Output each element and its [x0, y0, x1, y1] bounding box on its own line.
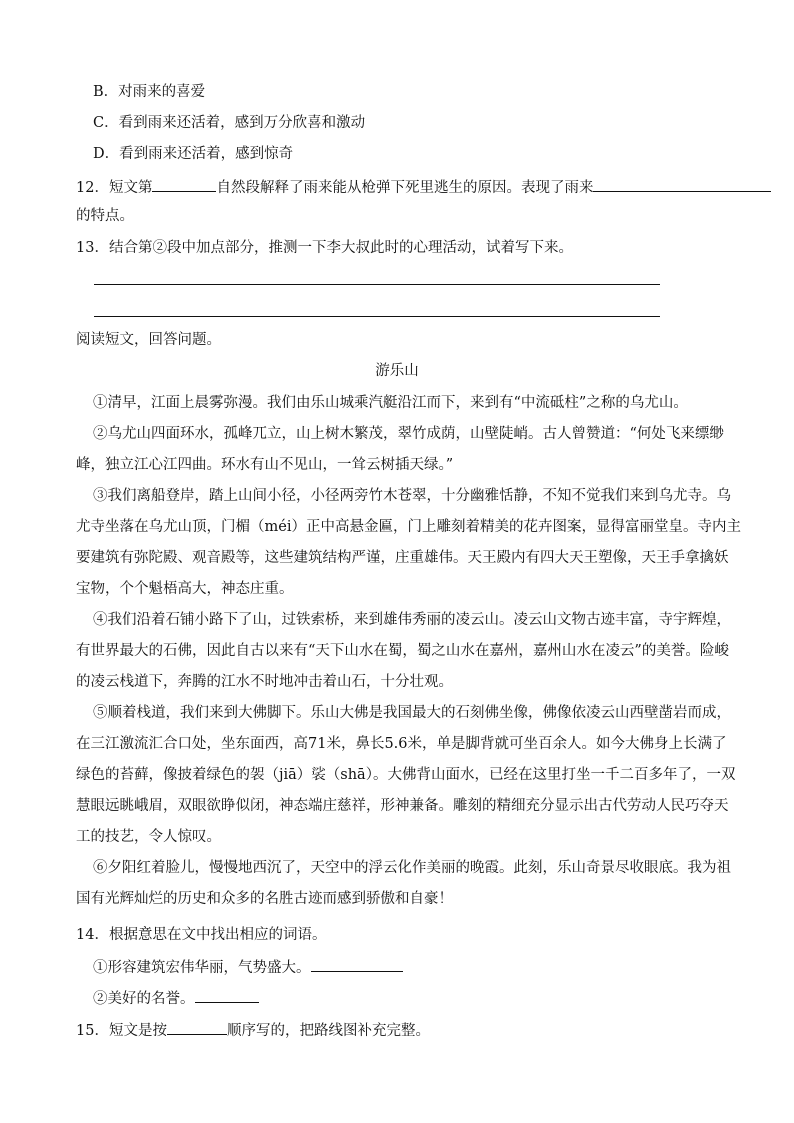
paragraph-5-line: ⑤顺着栈道，我们来到大佛脚下。乐山大佛是我国最大的石刻佛坐像，佛像依凌云山西壁凿岩而成， — [93, 705, 731, 721]
question-14-item-2: ②美好的名誉。 — [93, 987, 259, 1009]
paragraph-5-line: 工的技艺，令人惊叹。 — [76, 829, 221, 845]
reading-instruction: 阅读短文，回答问题。 — [76, 332, 221, 348]
paragraph-2-line: ②乌尤山四面环水，孤峰兀立，山上树木繁茂，翠竹成荫，山壁陡峭。古人曾赞道：“何处飞来缥缈 — [93, 426, 724, 442]
question-15: 15．短文是按 顺序写的，把路线图补充完整。 — [76, 1019, 430, 1041]
paragraph-4-line: 有世界最大的石佛，因此自古以来有“天下山水在蜀，蜀之山水在嘉州，嘉州山水在凌云”的美誉。险峻 — [76, 643, 729, 659]
answer-blank[interactable] — [152, 176, 216, 192]
paragraph-3-line: 要建筑有弥陀殿、观音殿等，这些建筑结构严谨，庄重雄伟。天王殿内有四大天王塑像，天王手拿擒妖 — [76, 550, 729, 566]
question-12-cont: 的特点。 — [76, 208, 134, 224]
paragraph-3-line: 尤寺坐落在乌尤山顶，门楣（méi）正中高悬金匾，门上雕刻着精美的花卉图案，显得富丽堂皇。寺内主 — [76, 519, 741, 535]
answer-blank[interactable] — [167, 1019, 227, 1035]
paragraph-4-line: 的凌云栈道下，奔腾的江水不时地冲击着山石，十分壮观。 — [76, 674, 453, 690]
answer-blank[interactable] — [311, 956, 403, 972]
paragraph-2-line: 峰，独立江心江四曲。环水有山不见山，一耸云树插天绿。” — [76, 457, 454, 473]
question-12: 12．短文第 自然段解释了雨来能从枪弹下死里逃生的原因。表现了雨来 — [76, 176, 771, 198]
option-d: D．看到雨来还活着，感到惊奇 — [93, 146, 294, 162]
option-b: B．对雨来的喜爱 — [93, 84, 206, 100]
paragraph-6-line: ⑥夕阳红着脸儿，慢慢地西沉了，天空中的浮云化作美丽的晚霞。此刻，乐山奇景尽收眼底。我为祖 — [93, 860, 731, 876]
passage-title: 游乐山 — [375, 363, 419, 379]
paragraph-5-line: 慧眼远眺峨眉，双眼欲睁似闭，神态端庄慈祥，形神兼备。雕刻的精细充分显示出古代劳动人民巧夺天 — [76, 798, 729, 814]
paragraph-6-line: 国有光辉灿烂的历史和众多的名胜古迹而感到骄傲和自豪！ — [76, 891, 453, 907]
answer-line[interactable] — [94, 316, 660, 317]
answer-line[interactable] — [94, 284, 660, 285]
paragraph-5-line: 绿色的苔藓，像披着绿色的袈（jiā）裟（shā）。大佛背山面水，已经在这里打坐一千二百多年了，一双 — [76, 767, 736, 783]
question-14-item-1: ①形容建筑宏伟华丽，气势盛大。 — [93, 956, 403, 978]
answer-blank[interactable] — [195, 987, 259, 1003]
paragraph-1: ①清早，江面上晨雾弥漫。我们由乐山城乘汽艇沿江而下，来到有“中流砥柱”之称的乌尤山。 — [93, 395, 688, 411]
paragraph-3-line: ③我们离船登岸，踏上山间小径，小径两旁竹木苍翠，十分幽雅恬静，不知不觉我们来到乌尤寺。乌 — [93, 488, 731, 504]
answer-blank[interactable] — [593, 176, 771, 192]
paragraph-3-line: 宝物，个个魁梧高大，神态庄重。 — [76, 581, 294, 597]
paragraph-4-line: ④我们沿着石铺小路下了山，过铁索桥，来到雄伟秀丽的凌云山。凌云山文物古迹丰富，寺宇辉煌， — [93, 612, 731, 628]
option-c: C．看到雨来还活着，感到万分欣喜和激动 — [93, 115, 366, 131]
paragraph-5-line: 在三江激流汇合口处，坐东面西，高71米，鼻长5.6米，单是脚背就可坐百余人。如今大佛身上长满了 — [76, 736, 727, 752]
question-13: 13．结合第②段中加点部分，推测一下李大叔此时的心理活动，试着写下来。 — [76, 240, 573, 256]
question-14: 14．根据意思在文中找出相应的词语。 — [76, 927, 327, 943]
